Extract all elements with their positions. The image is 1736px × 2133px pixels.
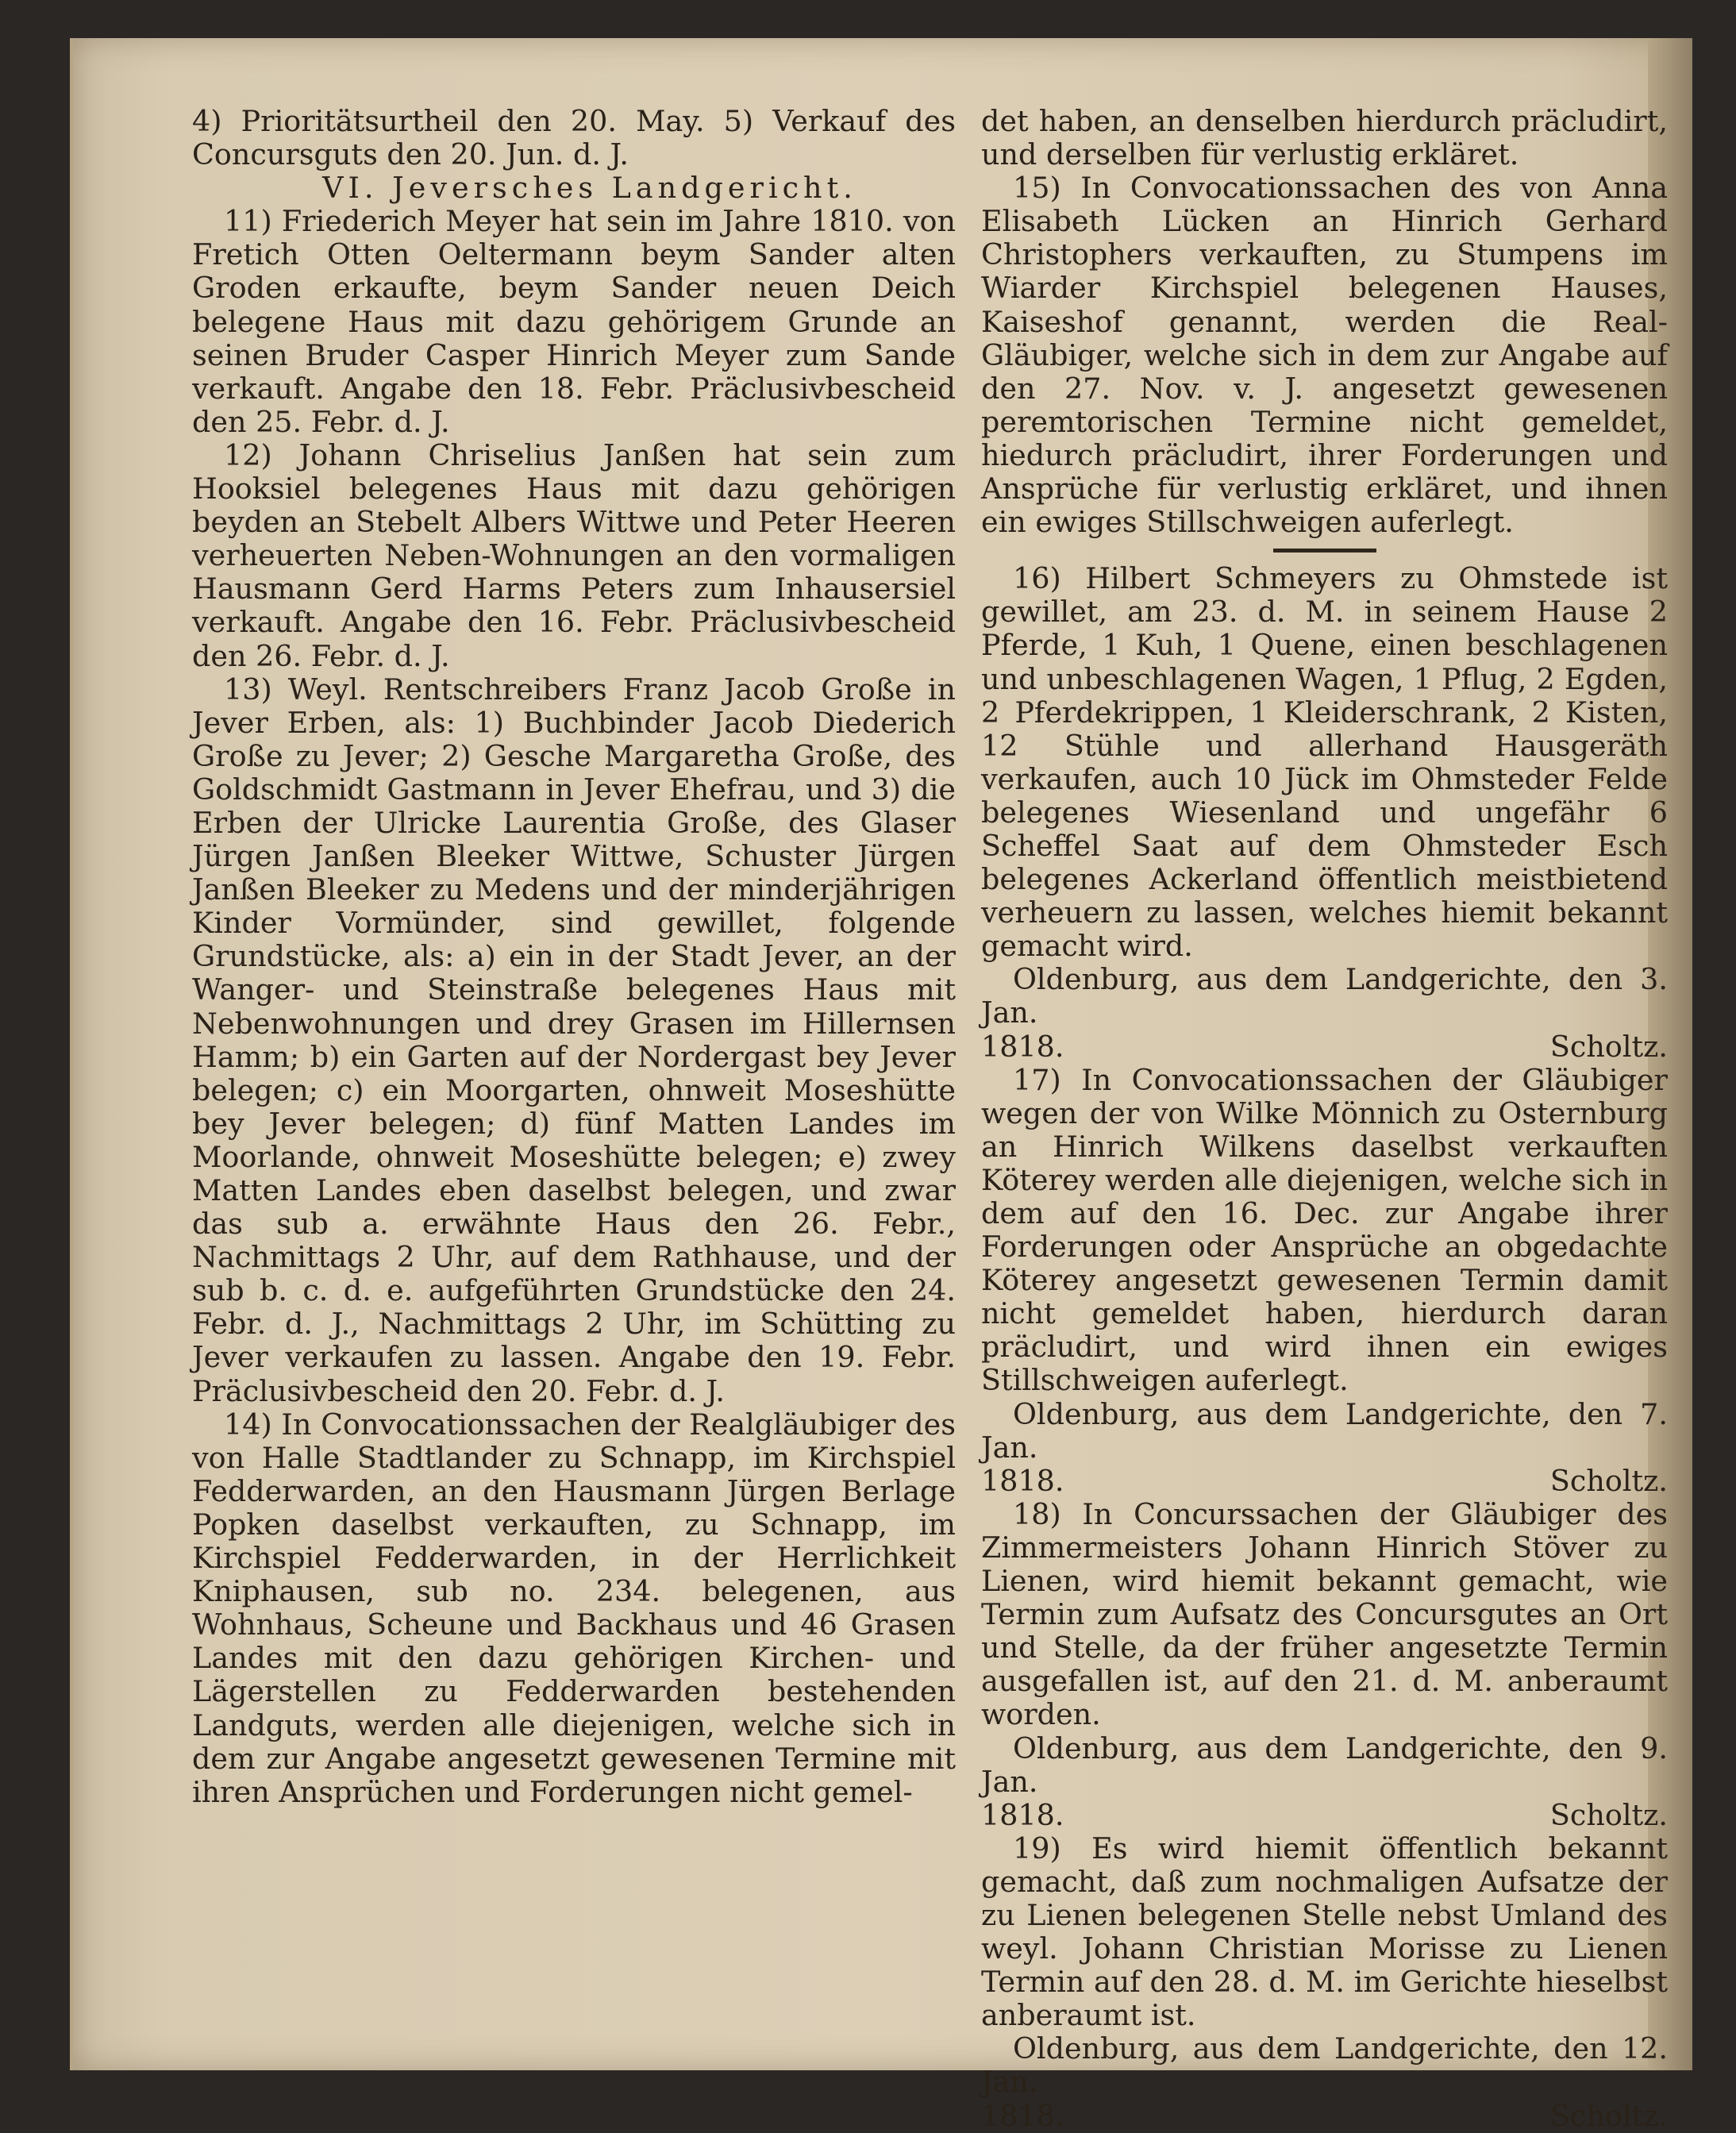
notice-17-signature-row [981, 1465, 1668, 1498]
notice-19-signature: Scholtz. [1549, 2098, 1668, 2133]
notice-18: 18) In Concurssachen der Gläubiger des Zimmermeisters Johann Hinrich Stöver zu Lienen, wird hiemit bekannt gemacht, wie Termin zum Aufsatz des Concursgutes an Ort und Stelle, da der früher angesetzte Termin ausgefallen ist, auf den 21. d. M. anberaumt worden. [981, 1496, 1668, 1732]
notice-16-signature: Scholtz. [1549, 1029, 1668, 1064]
notice-18-signature: Scholtz. [1549, 1797, 1668, 1832]
notice-16-signature-row [981, 1030, 1668, 1064]
notice-19-signature-row [981, 2100, 1668, 2133]
section-heading: VI. Jeversches Landgericht. [322, 171, 857, 206]
notice-18-signature-row [981, 1799, 1668, 1832]
notice-17-year: 1818. [981, 1463, 1064, 1498]
notice-16-place: Oldenburg, aus dem Landgerichte, den 3. Jan. [981, 962, 1668, 1030]
notice-17-signature: Scholtz. [1549, 1463, 1668, 1498]
right-column [981, 105, 1668, 2133]
section-divider [1273, 549, 1376, 553]
notice-12: 12) Johann Chriselius Janßen hat sein zum Hooksiel belegenes Haus mit dazu gehörigen beyden an Stebelt Albers Wittwe und Peter Heeren verheuerten Neben-Wohnungen an den vormaligen Hausmann Gerd Harms Peters zum Inhausersiel verkauft. Angabe den 16. Febr. Präclusivbescheid den 26. Febr. d. J. [192, 437, 956, 673]
notice-17-place: Oldenburg, aus dem Landgerichte, den 7. Jan. [981, 1396, 1668, 1465]
notice-18-year: 1818. [981, 1797, 1064, 1832]
notice-15: 15) In Convocationssachen des von Anna Elisabeth Lücken an Hinrich Gerhard Christophers verkauften, zu Stumpens im Wiarder Kirchspiel belegenen Hauses, Kaiseshof genannt, werden die Real-Gläubiger, welche sich in dem zur Angabe auf den 27. Nov. v. J. angesetzt gewesenen peremtorischen Termine nicht gemeldet, hiedurch präcludirt, ihrer Forderungen und Ansprüche für verlustig erkläret, und ihnen ein ewiges Stillschweigen auferlegt. [981, 171, 1668, 540]
notice-19-place: Oldenburg, aus dem Landgerichte, den 12. Jan. [981, 2031, 1668, 2100]
notice-13: 13) Weyl. Rentschreibers Franz Jacob Große in Jever Erben, als: 1) Buchbinder Jacob Diederich Große zu Jever; 2) Gesche Margaretha Große, des Goldschmidt Gastmann in Jever Ehefrau, und 3) die Erben der Ulricke Laurentia Große, des Glaser Jürgen Janßen Bleeker Wittwe, Schuster Jürgen Janßen Bleeker zu Medens und der minderjährigen Kinder Vormünder, sind gewillet, folgende Grundstücke, als: a) ein in der Stadt Jever, an der Wanger- und Steinstraße belegenes Haus mit Nebenwohnungen und drey Grasen im Hillernsen Hamm; b) ein Garten auf der Nordergast bey Jever belegen; c) ein Moorgarten, ohnweit Moseshütte bey Jever belegen; d) fünf Matten Landes im Moorlande, ohnweit Moseshütte belegen; e) zwey Matten Landes eben daselbst belegen, und zwar das sub a. erwähnte Haus den 26. Febr., Nachmittags 2 Uhr, auf dem Rathhause, und der sub b. c. d. e. aufgeführten Grundstücke den 24. Febr. d. J., Nachmittags 2 Uhr, im Schütting zu Jever verkaufen zu lassen. Angabe den 19. Febr. Präclusivbescheid den 20. Febr. d. J. [192, 672, 956, 1408]
notice-18-place: Oldenburg, aus dem Landgerichte, den 9. Jan. [981, 1731, 1668, 1799]
left-column [192, 105, 956, 1809]
notice-19: 19) Es wird hiemit öffentlich bekannt gemacht, daß zum nochmaligen Aufsatze der zu Lienen belegenen Stelle nebst Umland des weyl. Johann Christian Morisse zu Lienen Termin auf den 28. d. M. im Gerichte hieselbst anberaumt ist. [981, 1831, 1668, 2033]
notice-17: 17) In Convocationssachen der Gläubiger wegen der von Wilke Mönnich zu Osternburg an Hinrich Wilkens daselbst verkauften Köterey werden alle diejenigen, welche sich in dem auf den 16. Dec. zur Angabe ihrer Forderungen oder Ansprüche an obgedachte Köterey angesetzt gewesenen Termin damit nicht gemeldet haben, hierdurch daran präcludirt, und wird ihnen ein ewiges Stillschweigen auferlegt. [981, 1062, 1668, 1398]
notice-4-5: 4) Prioritätsurtheil den 20. May. 5) Verkauf des Concursguts den 20. Jun. d. J. [192, 104, 956, 172]
notice-14-continued: det haben, an denselben hierdurch präcludirt, und derselben für verlustig erkläret. [981, 104, 1668, 172]
notice-19-year: 1818. [981, 2098, 1064, 2133]
notice-14: 14) In Convocationssachen der Realgläubiger des von Halle Stadtlander zu Schnapp, im Kirchspiel Fedderwarden, an den Hausmann Jürgen Berlage Popken daselbst verkauften, zu Schnapp, im Kirchspiel Fedderwarden, in der Herrlichkeit Kniphausen, sub no. 234. belegenen, aus Wohnhaus, Scheune und Backhaus und 46 Grasen Landes mit den dazu gehörigen Kirchen- und Lägerstellen zu Fedderwarden bestehenden Landguts, werden alle diejenigen, welche sich in dem zur Angabe angesetzt gewesenen Termine mit ihren Ansprüchen und Forderungen nicht gemel- [192, 1407, 956, 1809]
notice-16-year: 1818. [981, 1029, 1064, 1064]
notice-11: 11) Friederich Meyer hat sein im Jahre 1810. von Fretich Otten Oeltermann beym Sander alten Groden erkaufte, beym Sander neuen Deich belegene Haus mit dazu gehörigem Grunde an seinen Bruder Casper Hinrich Meyer zum Sande verkauft. Angabe den 18. Febr. Präclusivbescheid den 25. Febr. d. J. [192, 204, 956, 439]
notice-16: 16) Hilbert Schmeyers zu Ohmstede ist gewillet, am 23. d. M. in seinem Hause 2 Pferde, 1 Kuh, 1 Quene, einen beschlagenen und unbeschlagenen Wagen, 1 Pflug, 2 Egden, 2 Pferdekrippen, 1 Kleiderschrank, 2 Kisten, 12 Stühle und allerhand Hausgeräth verkaufen, auch 10 Jück im Ohmsteder Felde belegenes Wiesenland und ungefähr 6 Scheffel Saat auf dem Ohmsteder Esch belegenes Ackerland öffentlich meistbietend verheuern zu lassen, welches hiemit bekannt gemacht wird. [981, 561, 1668, 964]
